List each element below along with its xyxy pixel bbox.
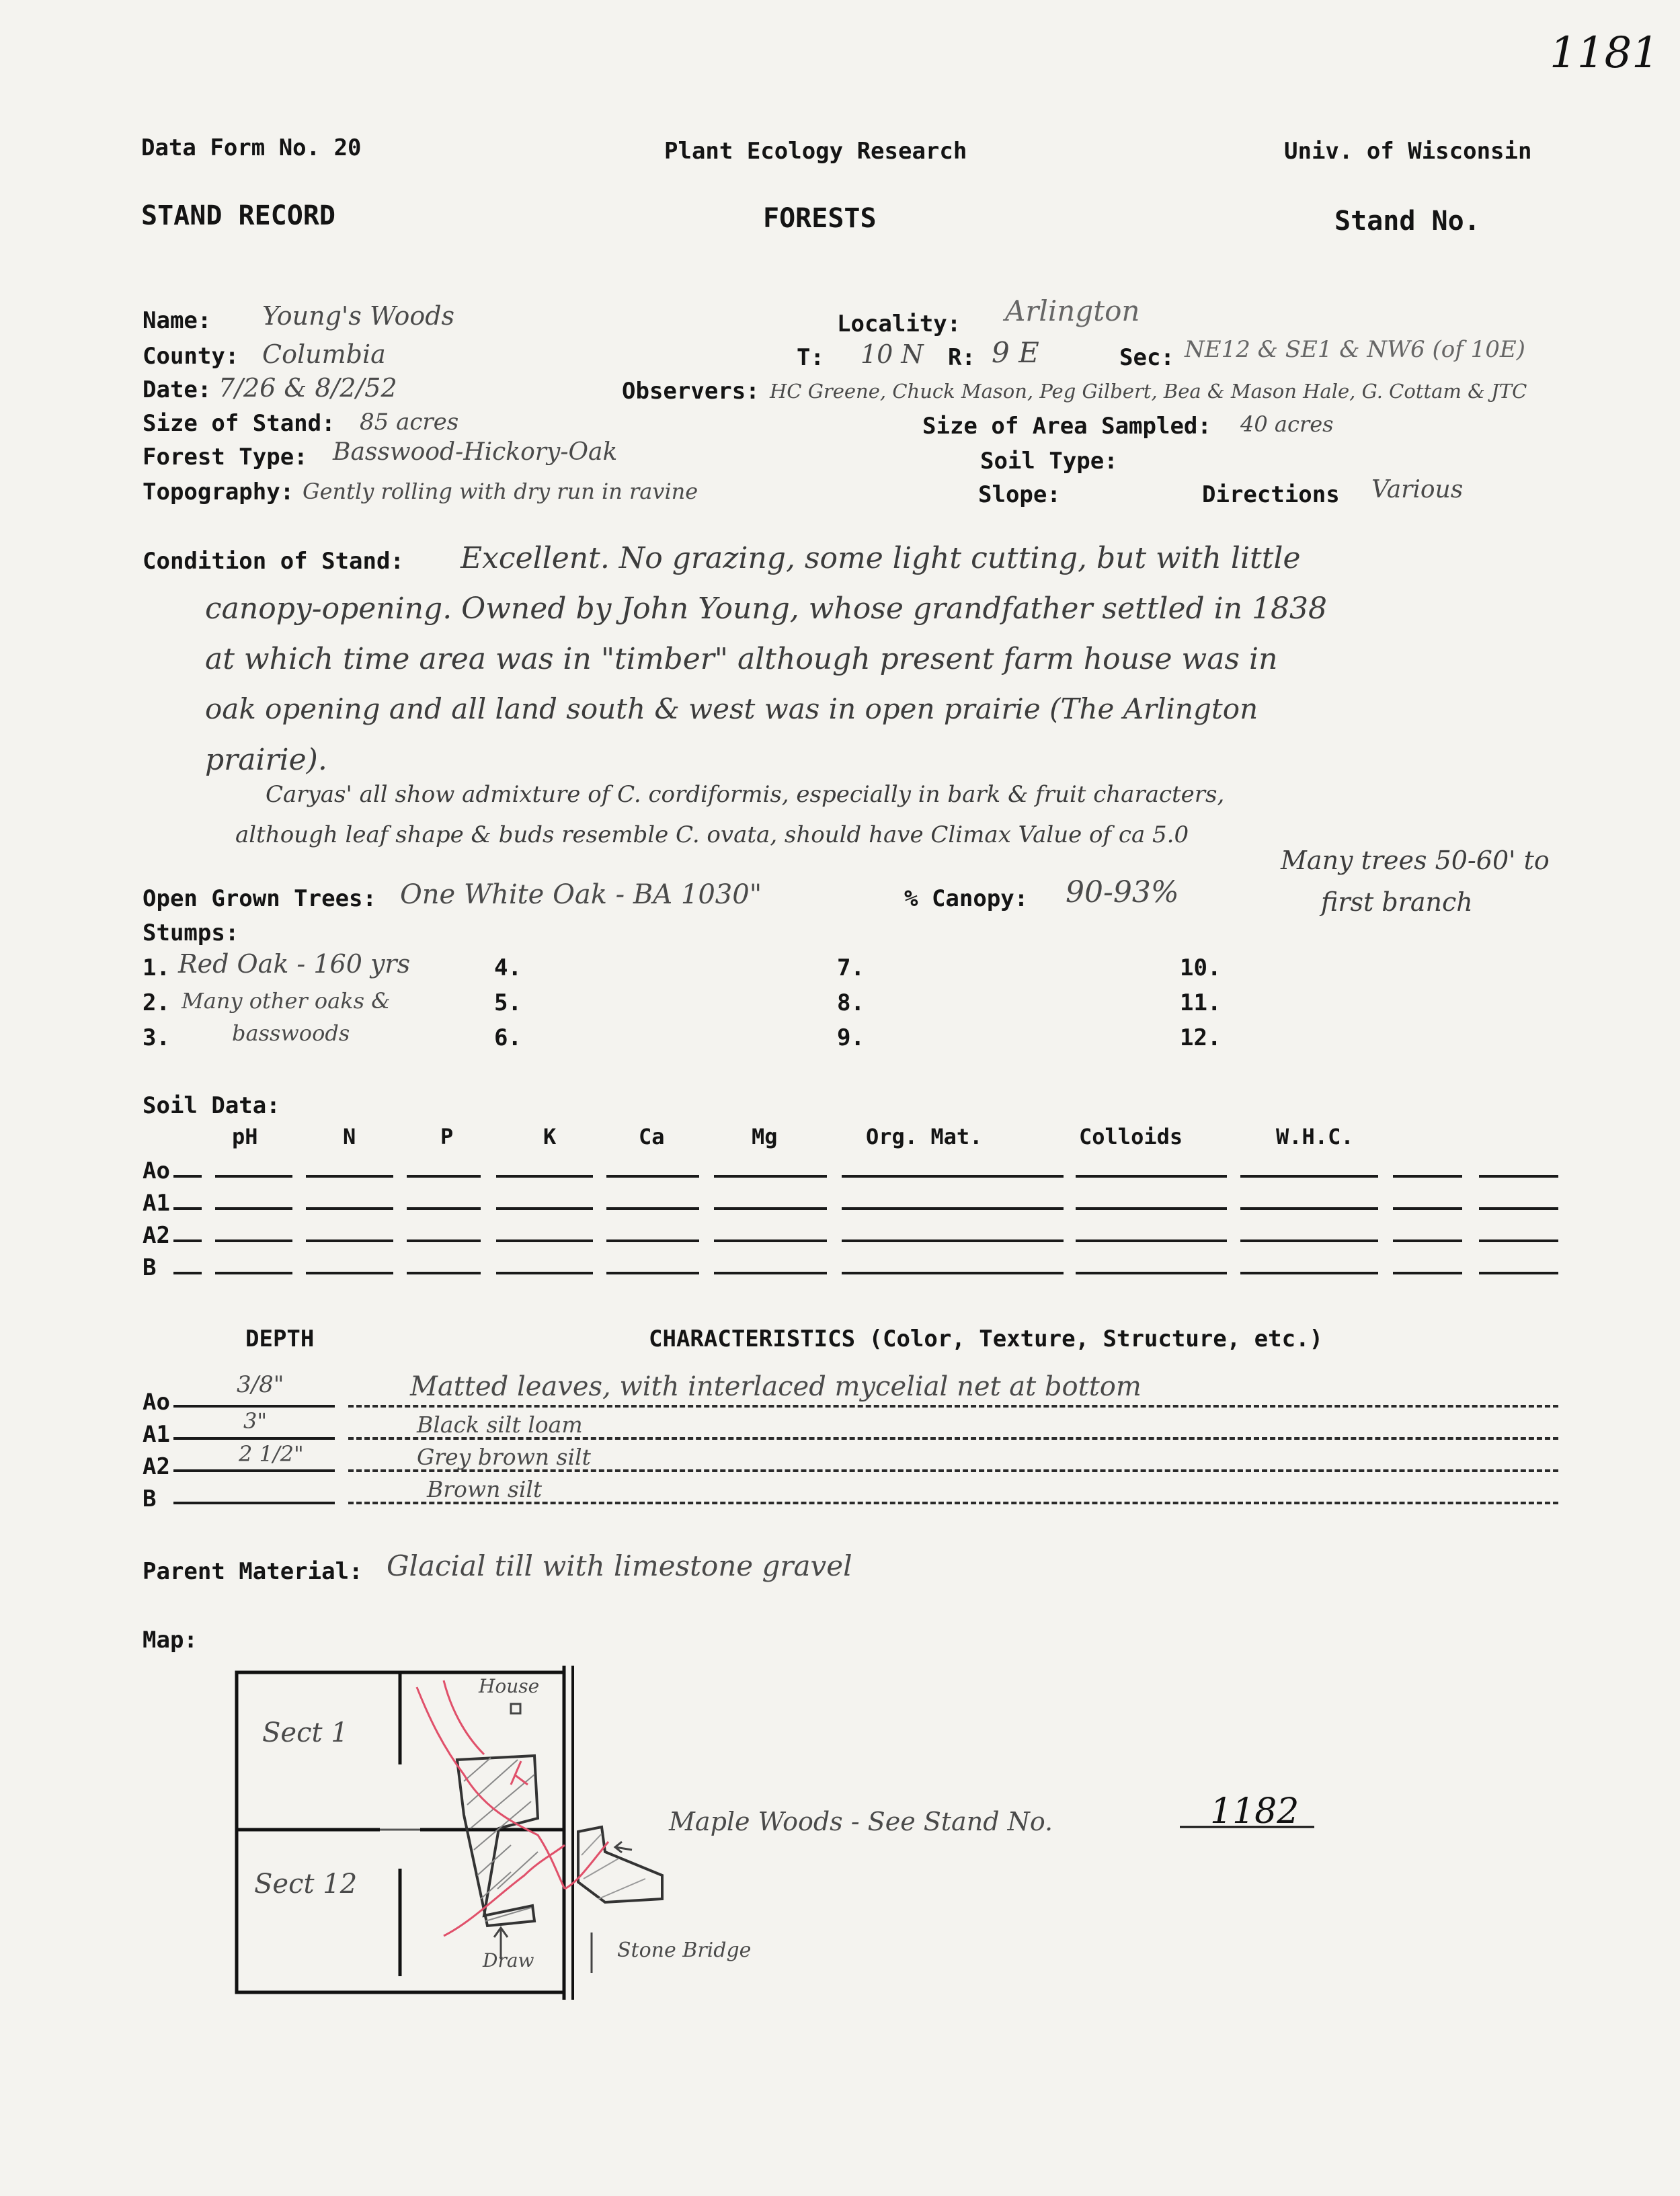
soil-blank-line [306, 1272, 393, 1274]
soil-blank-line [306, 1175, 393, 1178]
soil-blank-line [842, 1272, 1064, 1274]
profile-row-ao: Ao [143, 1389, 170, 1416]
condition-label: Condition of Stand: [143, 548, 404, 575]
profile-depth-ao: 3/8" [237, 1371, 284, 1398]
profile-depth-line [173, 1405, 335, 1408]
map-sect-1: Sect 1 [262, 1717, 348, 1748]
profile-depth-line [173, 1502, 335, 1504]
profile-row-b: B [143, 1486, 157, 1512]
locality-label: Locality: [837, 311, 961, 337]
soil-blank-line [173, 1239, 202, 1242]
soil-row-a2: A2 [143, 1222, 170, 1249]
soil-blank-line [496, 1175, 593, 1178]
condition-line-3: at which time area was in "timber" although present farm house was in [205, 642, 1278, 676]
profile-characteristics-line [348, 1502, 1558, 1504]
range-value: 9 E [992, 336, 1039, 369]
stump-2-number: 2. [143, 989, 170, 1016]
stump-3-number: 3. [143, 1024, 170, 1051]
stump-4-number: 4. [494, 954, 522, 981]
slope-label: Slope: [978, 481, 1061, 508]
condition-line-7: although leaf shape & buds resemble C. ovata, should have Climax Value of ca 5.0 [235, 821, 1189, 848]
soil-col-ca: Ca [639, 1124, 665, 1149]
soil-blank-line [1393, 1207, 1462, 1210]
soil-blank-line [1240, 1207, 1378, 1210]
name-label: Name: [143, 307, 212, 334]
size-of-stand-label: Size of Stand: [143, 410, 335, 437]
forest-type-value: Basswood-Hickory-Oak [333, 438, 618, 466]
stump-12-number: 12. [1180, 1024, 1222, 1051]
soil-col-colloids: Colloids [1079, 1124, 1183, 1149]
section-label: Sec: [1119, 344, 1174, 371]
directions-label: Directions [1202, 481, 1340, 508]
profile-desc-a1: Black silt loam [417, 1412, 583, 1438]
soil-col-ph: pH [232, 1124, 258, 1149]
county-value: Columbia [262, 339, 386, 369]
map-label: Map: [143, 1627, 198, 1654]
date-label: Date: [143, 376, 212, 403]
map-sect-12: Sect 12 [254, 1869, 358, 1900]
township-value: 10 N [861, 339, 924, 369]
profile-desc-ao: Matted leaves, with interlaced mycelial net at bottom [410, 1371, 1142, 1402]
stumps-label: Stumps: [143, 920, 239, 946]
profile-row-a1: A1 [143, 1421, 170, 1448]
soil-blank-line [496, 1207, 593, 1210]
stump-6-number: 6. [494, 1024, 522, 1051]
soil-blank-line [306, 1239, 393, 1242]
profile-depth-a2: 2 1/2" [239, 1441, 304, 1467]
soil-blank-line [215, 1239, 292, 1242]
soil-col-mg: Mg [752, 1124, 778, 1149]
condition-note-1: Many trees 50-60' to [1281, 846, 1550, 875]
stump-8-number: 8. [837, 989, 865, 1016]
size-of-stand-value: 85 acres [360, 409, 459, 436]
stand-no-label: Stand No. [1334, 206, 1480, 237]
date-value: 7/26 & 8/2/52 [218, 373, 397, 403]
profile-characteristics-line [348, 1437, 1558, 1440]
soil-blank-line [606, 1239, 699, 1242]
soil-blank-line [407, 1272, 481, 1274]
range-label: R: [948, 344, 975, 371]
university: Univ. of Wisconsin [1284, 138, 1532, 165]
soil-row-a1: A1 [143, 1190, 170, 1217]
soil-blank-line [1479, 1207, 1558, 1210]
map-draw: Draw [483, 1949, 534, 1971]
condition-line-5: prairie). [205, 743, 327, 777]
soil-blank-line [842, 1239, 1064, 1242]
profile-depth-a1: 3" [243, 1408, 268, 1434]
township-label: T: [797, 344, 824, 371]
stump-10-number: 10. [1180, 954, 1222, 981]
profile-characteristics-line [348, 1405, 1558, 1408]
organization: Plant Ecology Research [664, 138, 967, 165]
soil-blank-line [215, 1207, 292, 1210]
section-value: NE12 & SE1 & NW6 (of 10E) [1185, 336, 1525, 363]
stump-1-value: Red Oak - 160 yrs [178, 949, 411, 979]
soil-blank-line [1076, 1175, 1227, 1178]
soil-blank-line [714, 1207, 827, 1210]
soil-col-p: P [440, 1124, 454, 1149]
soil-blank-line [1393, 1175, 1462, 1178]
size-of-area-value: 40 acres [1240, 411, 1334, 437]
soil-blank-line [1393, 1272, 1462, 1274]
soil-row-ao: Ao [143, 1157, 170, 1184]
canopy-label: % Canopy: [904, 885, 1029, 912]
soil-blank-line [1076, 1239, 1227, 1242]
form-number: Data Form No. 20 [141, 134, 362, 161]
soil-blank-line [606, 1272, 699, 1274]
profile-depth-line [173, 1437, 335, 1440]
open-grown-value: One White Oak - BA 1030" [400, 879, 762, 910]
profile-desc-a2: Grey brown silt [417, 1444, 591, 1470]
stump-9-number: 9. [837, 1024, 865, 1051]
soil-blank-line [1240, 1272, 1378, 1274]
stump-5-number: 5. [494, 989, 522, 1016]
soil-blank-line [1393, 1239, 1462, 1242]
profile-row-a2: A2 [143, 1453, 170, 1480]
stump-3-value: basswoods [232, 1020, 350, 1046]
condition-line-2: canopy-opening. Owned by John Young, whose grandfather settled in 1838 [205, 592, 1328, 626]
soil-blank-line [215, 1272, 292, 1274]
directions-value: Various [1371, 476, 1464, 503]
locality-value: Arlington [1005, 294, 1140, 327]
soil-blank-line [407, 1207, 481, 1210]
profile-desc-b: Brown silt [427, 1476, 543, 1502]
observers-label: Observers: [622, 378, 760, 405]
characteristics-label: CHARACTERISTICS (Color, Texture, Structure, etc.) [649, 1326, 1324, 1352]
soil-col-whc: W.H.C. [1276, 1124, 1354, 1149]
soil-blank-line [496, 1272, 593, 1274]
profile-depth-line [173, 1469, 335, 1472]
soil-blank-line [606, 1175, 699, 1178]
stump-7-number: 7. [837, 954, 865, 981]
condition-note-2: first branch [1321, 887, 1473, 917]
condition-line-1: Excellent. No grazing, some light cutting, but with little [461, 541, 1301, 575]
observers-value: HC Greene, Chuck Mason, Peg Gilbert, Bea & Mason Hale, G. Cottam & JTC [770, 380, 1527, 403]
soil-blank-line [1479, 1239, 1558, 1242]
parent-material-label: Parent Material: [143, 1558, 363, 1585]
condition-line-6: Caryas' all show admixture of C. cordiformis, especially in bark & fruit characters, [266, 781, 1225, 808]
soil-col-org-mat: Org. Mat. [866, 1124, 983, 1149]
topography-value: Gently rolling with dry run in ravine [303, 479, 698, 504]
soil-blank-line [215, 1175, 292, 1178]
county-label: County: [143, 343, 239, 370]
size-of-area-label: Size of Area Sampled: [922, 413, 1211, 440]
condition-line-4: oak opening and all land south & west was in open prairie (The Arlington [205, 692, 1258, 725]
stump-1-number: 1. [143, 954, 170, 981]
soil-blank-line [842, 1175, 1064, 1178]
soil-data-label: Soil Data: [143, 1092, 280, 1119]
soil-col-n: N [343, 1124, 356, 1149]
soil-blank-line [1240, 1175, 1378, 1178]
soil-blank-line [1479, 1272, 1558, 1274]
soil-row-b: B [143, 1254, 157, 1281]
soil-blank-line [496, 1239, 593, 1242]
map-maple-stand-no: 1182 [1210, 1791, 1299, 1832]
soil-blank-line [842, 1207, 1064, 1210]
stump-2-value: Many other oaks & [182, 988, 391, 1014]
soil-blank-line [714, 1272, 827, 1274]
name-value: Young's Woods [262, 301, 455, 331]
map-house: House [479, 1675, 540, 1697]
soil-col-k: K [543, 1124, 557, 1149]
soil-blank-line [173, 1207, 202, 1210]
soil-blank-line [173, 1272, 202, 1274]
soil-blank-line [407, 1239, 481, 1242]
map-maple-woods: Maple Woods - See Stand No. [669, 1807, 1053, 1836]
soil-blank-line [407, 1175, 481, 1178]
soil-blank-line [714, 1175, 827, 1178]
soil-blank-line [606, 1207, 699, 1210]
open-grown-label: Open Grown Trees: [143, 885, 376, 912]
soil-blank-line [714, 1239, 827, 1242]
soil-blank-line [1076, 1272, 1227, 1274]
canopy-value: 90-93% [1066, 875, 1179, 909]
soil-blank-line [1240, 1239, 1378, 1242]
topography-label: Topography: [143, 479, 294, 505]
parent-material-value: Glacial till with limestone gravel [387, 1549, 852, 1582]
map-stone-bridge: Stone Bridge [617, 1939, 752, 1962]
soil-blank-line [1479, 1175, 1558, 1178]
soil-blank-line [173, 1175, 202, 1178]
form-category: FORESTS [763, 203, 877, 234]
stump-11-number: 11. [1180, 989, 1222, 1016]
soil-blank-line [1076, 1207, 1227, 1210]
soil-blank-line [306, 1207, 393, 1210]
record-title: STAND RECORD [141, 200, 335, 231]
page-number: 1181 [1550, 28, 1659, 78]
depth-label: DEPTH [245, 1326, 315, 1352]
forest-type-label: Forest Type: [143, 444, 308, 471]
soil-type-label: Soil Type: [980, 448, 1118, 475]
profile-characteristics-line [348, 1469, 1558, 1472]
